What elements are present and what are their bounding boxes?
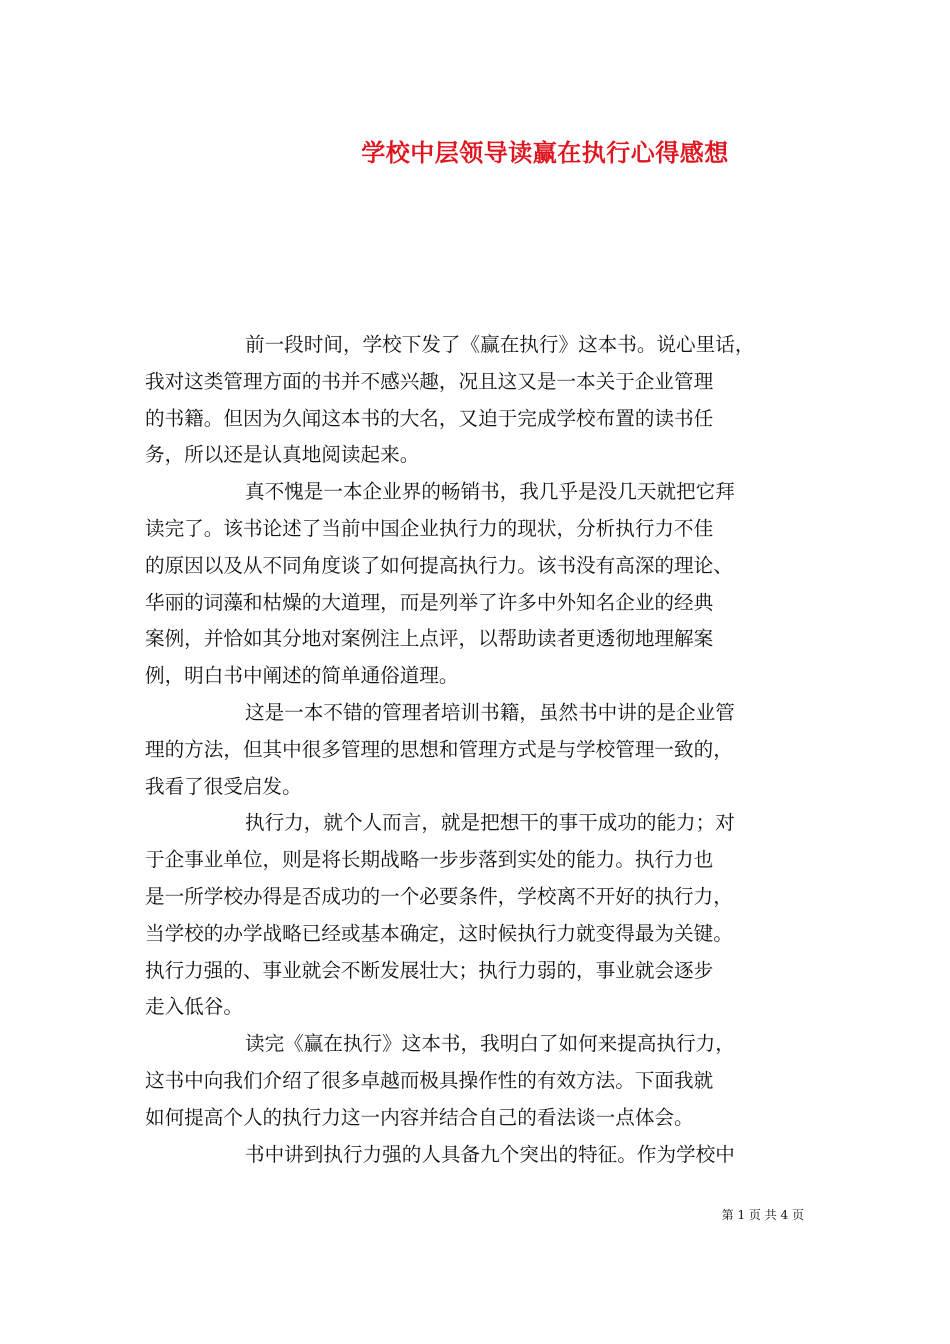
text-line: 的书籍。但因为久闻这本书的大名，又迫于完成学校布置的读书任 [145, 406, 714, 430]
text-line: 是一所学校办得是否成功的一个必要条件，学校离不开好的执行力， [145, 884, 733, 908]
text-line: 当学校的办学战略已经或基本确定，这时候执行力就变得最为关键。 [145, 921, 733, 945]
text-line: 这是一本不错的管理者培训书籍，虽然书中讲的是企业管 [245, 700, 735, 724]
paragraph-3 [145, 695, 825, 805]
text-line: 走入低谷。 [145, 995, 243, 1019]
text-line: 读完《赢在执行》这本书，我明白了如何来提高执行力， [245, 1032, 735, 1056]
document-title: 学校中层领导读赢在执行心得感想 [361, 138, 729, 167]
text-line: 务，所以还是认真地阅读起来。 [145, 443, 420, 467]
text-line: 我对这类管理方面的书并不感兴趣，况且这又是一本关于企业管理 [145, 369, 714, 393]
paragraph-2 [145, 474, 825, 695]
document-body [145, 327, 825, 1173]
text-line: 理的方法，但其中很多管理的思想和管理方式是与学校管理一致的， [145, 737, 733, 761]
text-line: 执行力强的、事业就会不断发展壮大；执行力弱的，事业就会逐步 [145, 958, 714, 982]
text-line: 华丽的词藻和枯燥的大道理，而是列举了许多中外知名企业的经典 [145, 590, 714, 614]
text-line: 执行力，就个人而言，就是把想干的事干成功的能力；对 [245, 811, 735, 835]
text-line: 这书中向我们介绍了很多卓越而极具操作性的有效方法。下面我就 [145, 1068, 714, 1092]
text-line: 如何提高个人的执行力这一内容并结合自己的看法谈一点体会。 [145, 1105, 694, 1129]
text-line: 书中讲到执行力强的人具备九个突出的特征。作为学校中 [245, 1142, 735, 1166]
text-line: 于企事业单位，则是将长期战略一步步落到实处的能力。执行力也 [145, 848, 714, 872]
text-line: 真不愧是一本企业界的畅销书，我几乎是没几天就把它拜 [245, 480, 735, 504]
paragraph-5 [145, 1026, 825, 1136]
paragraph-6 [145, 1137, 825, 1174]
text-line: 我看了很受启发。 [145, 774, 302, 798]
text-line: 前一段时间，学校下发了《赢在执行》这本书。说心里话， [245, 333, 755, 356]
paragraph-1 [145, 327, 825, 474]
paragraph-4 [145, 805, 825, 1026]
page-number-footer: 第 1 页 共 4 页 [721, 1208, 804, 1222]
text-line: 案例，并恰如其分地对案例注上点评，以帮助读者更透彻地理解案 [145, 627, 714, 651]
text-line: 例，明白书中阐述的简单通俗道理。 [145, 664, 459, 688]
text-line: 的原因以及从不同角度谈了如何提高执行力。该书没有高深的理论、 [145, 553, 733, 577]
text-line: 读完了。该书论述了当前中国企业执行力的现状，分析执行力不佳 [145, 516, 714, 540]
